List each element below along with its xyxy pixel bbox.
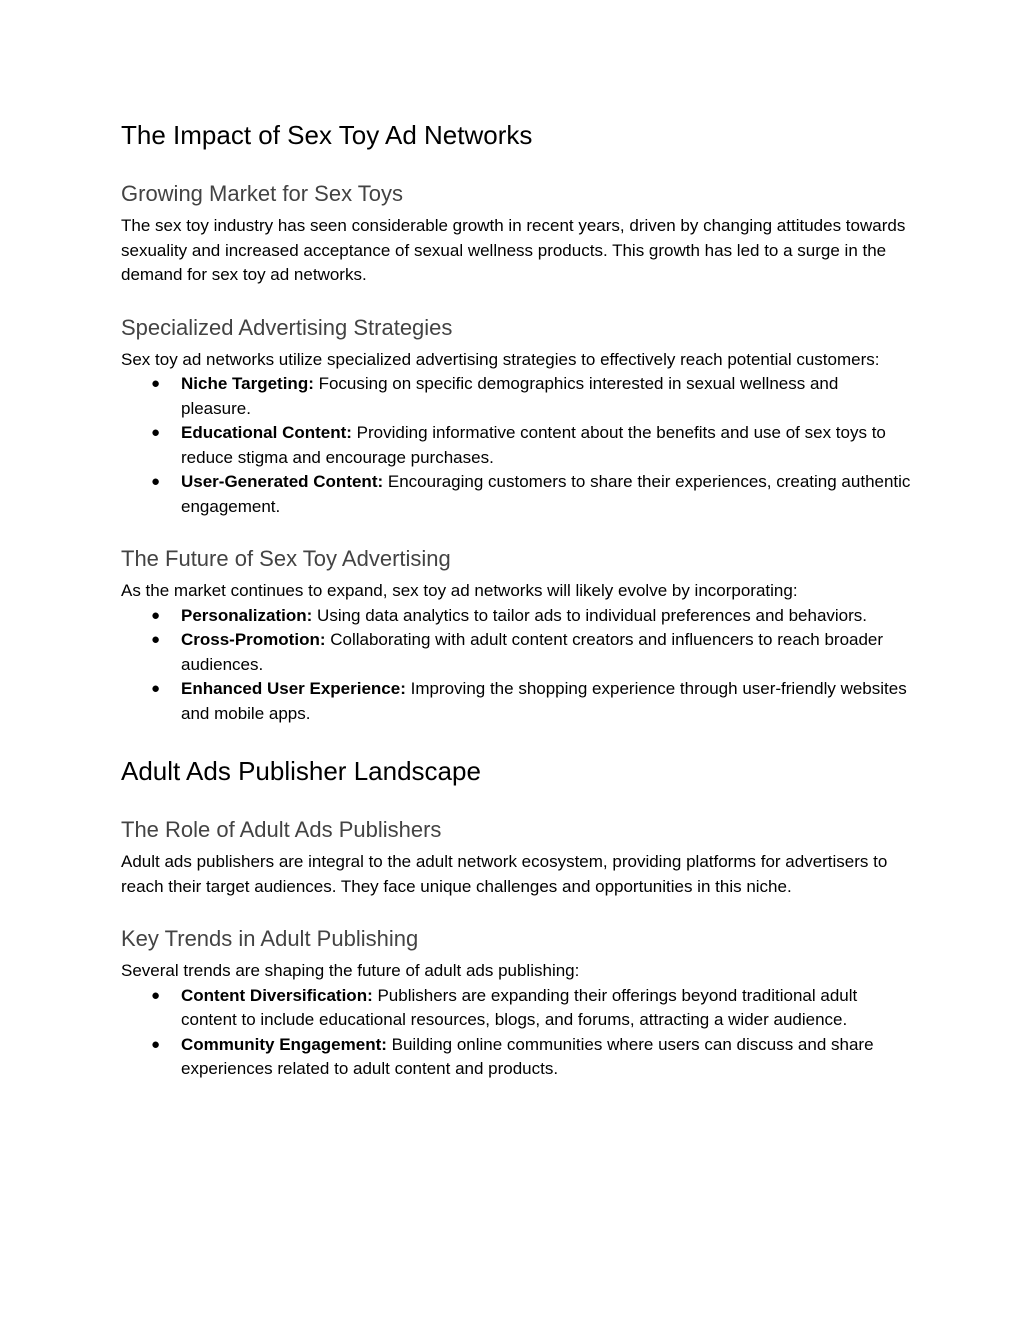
list-item-label: Niche Targeting:: [181, 374, 314, 393]
subsection-future-advertising: [121, 545, 911, 726]
bullet-list: [121, 984, 911, 1082]
list-item: [121, 604, 911, 629]
bullet-list: [121, 604, 911, 727]
subsection-heading: Specialized Advertising Strategies: [121, 314, 453, 340]
list-item: [121, 984, 911, 1033]
paragraph: Sex toy ad networks utilize specialized advertising strategies to effectively reach potential customers:: [121, 349, 880, 369]
bullet-icon: ●: [151, 631, 161, 648]
list-item-text: Building online communities where users can discuss and share experiences related to adult content and products.: [181, 1034, 874, 1078]
subsection-heading: Growing Market for Sex Toys: [121, 181, 404, 206]
bullet-icon: ●: [151, 680, 161, 697]
bullet-list: [121, 372, 911, 519]
paragraph: Several trends are shaping the future of adult ads publishing:: [121, 961, 580, 980]
list-item: [121, 470, 911, 519]
bullet-icon: ●: [151, 1035, 161, 1053]
list-item-text: Providing informative content about the benefits and use of sex toys to reduce stigma and encourage purchases.: [181, 423, 886, 467]
subsection-role-of-publishers: [121, 816, 911, 899]
list-item-text: Using data analytics to tailor ads to individual preferences and behaviors.: [312, 605, 868, 625]
bullet-icon: ●: [151, 606, 161, 624]
paragraph: As the market continues to expand, sex toy ad networks will likely evolve by incorporating:: [121, 581, 798, 600]
list-item-text: Encouraging customers to share their experiences, creating authentic engagement.: [181, 472, 911, 516]
list-item-label: Content Diversification:: [181, 985, 373, 1005]
subsection-heading: The Role of Adult Ads Publishers: [121, 817, 442, 842]
list-item: [121, 1033, 911, 1082]
list-item-text: Collaborating with adult content creators and influencers to reach broader audiences.: [181, 630, 884, 674]
list-item-label: User-Generated Content:: [181, 472, 384, 491]
section-heading-sex-toy-ad-networks: The Impact of Sex Toy Ad Networks: [121, 120, 533, 150]
list-item-label: Cross-Promotion:: [181, 630, 326, 649]
list-item-text: Publishers are expanding their offerings beyond traditional adult content to include educational resources, blogs, and forums, attracting a wider audience.: [181, 985, 858, 1029]
list-item-label: Personalization:: [181, 605, 313, 625]
paragraph: The sex toy industry has seen considerable growth in recent years, driven by changing attitudes towards sexuality and increased acceptance of sexual wellness products. This growth has led to a surge in the demand for sex toy ad networks.: [121, 216, 906, 284]
list-item-label: Community Engagement:: [181, 1034, 387, 1054]
list-item: [121, 677, 911, 726]
bullet-icon: ●: [151, 424, 161, 441]
paragraph: Adult ads publishers are integral to the adult network ecosystem, providing platforms for advertisers to reach their target audiences. They face unique challenges and opportunities in this niche.: [121, 852, 888, 896]
subsection-heading: The Future of Sex Toy Advertising: [121, 546, 451, 571]
bullet-icon: ●: [151, 375, 161, 392]
list-item-text: Focusing on specific demographics interested in sexual wellness and pleasure.: [181, 374, 839, 418]
list-item-text: Improving the shopping experience through user-friendly websites and mobile apps.: [181, 679, 907, 723]
subsection-heading: Key Trends in Adult Publishing: [121, 926, 419, 951]
subsection-advertising-strategies: [121, 314, 911, 520]
bullet-icon: ●: [151, 986, 161, 1004]
list-item: [121, 628, 911, 677]
subsection-growing-market: [121, 180, 911, 288]
list-item: [121, 421, 911, 470]
subsection-key-trends: [121, 925, 911, 1082]
bullet-icon: ●: [151, 473, 161, 490]
section-heading-publisher-landscape: Adult Ads Publisher Landscape: [121, 756, 481, 786]
list-item-label: Enhanced User Experience:: [181, 679, 406, 698]
list-item: [121, 372, 911, 421]
document-page: [121, 118, 911, 1082]
list-item-label: Educational Content:: [181, 423, 352, 442]
